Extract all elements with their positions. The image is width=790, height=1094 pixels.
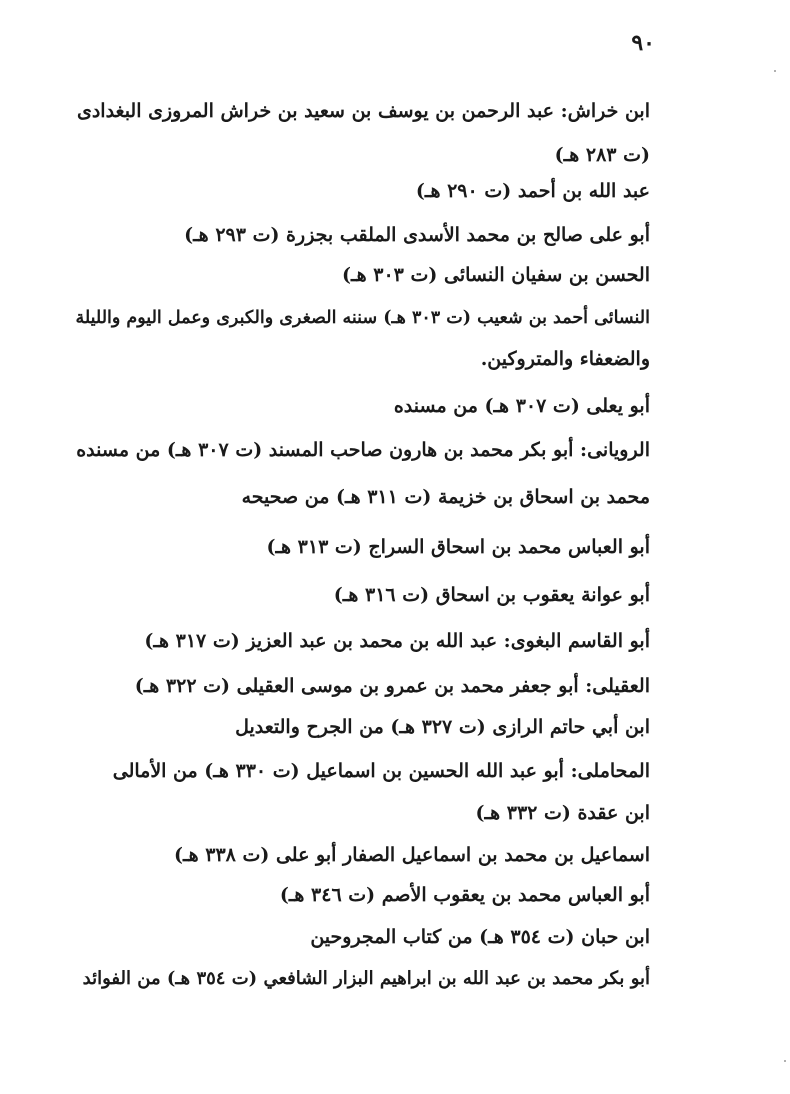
text-line: أبو القاسم البغوى: عبد الله بن محمد بن عبد العزيز (ت ٣١٧ هـ) — [144, 630, 650, 652]
text-line: اسماعيل بن محمد بن اسماعيل الصفار أبو على (ت ٣٣٨ هـ) — [174, 844, 650, 866]
text-line: ابن أبي حاتم الرازى (ت ٣٢٧ هـ) من الجرح والتعديل — [235, 716, 650, 738]
text-line: أبو العباس محمد بن يعقوب الأصم (ت ٣٤٦ هـ) — [279, 884, 650, 906]
text-line: عبد الله بن أحمد (ت ٢٩٠ هـ) — [415, 180, 650, 202]
text-line: (ت ٢٨٣ هـ) — [554, 144, 650, 166]
text-line: أبو عوانة يعقوب بن اسحاق (ت ٣١٦ هـ) — [333, 584, 650, 606]
text-line: الرويانى: أبو بكر محمد بن هارون صاحب المسند (ت ٣٠٧ هـ) من مسنده — [76, 439, 650, 461]
text-line: النسائى أحمد بن شعيب (ت ٣٠٣ هـ) سننه الصغرى والكبرى وعمل اليوم والليلة — [75, 308, 650, 328]
text-line: المحاملى: أبو عبد الله الحسين بن اسماعيل (ت ٣٣٠ هـ) من الأمالى — [112, 760, 650, 782]
page-number: ٩٠ — [631, 30, 655, 56]
text-line: الحسن بن سفيان النسائى (ت ٣٠٣ هـ) — [342, 264, 650, 286]
text-line: أبو العباس محمد بن اسحاق السراج (ت ٣١٣ هـ) — [266, 536, 650, 558]
text-line: أبو على صالح بن محمد الأسدى الملقب بجزرة (ت ٢٩٣ هـ) — [184, 224, 650, 246]
text-line: ابن عقدة (ت ٣٣٢ هـ) — [475, 802, 650, 824]
text-line: ابن حبان (ت ٣٥٤ هـ) من كتاب المجروحين — [310, 926, 650, 948]
text-line: ابن خراش: عبد الرحمن بن يوسف بن سعيد بن خراش المروزى البغدادى — [76, 100, 650, 122]
scan-speck — [784, 1060, 786, 1062]
text-line: محمد بن اسحاق بن خزيمة (ت ٣١١ هـ) من صحيحه — [241, 486, 650, 508]
text-line: أبو يعلى (ت ٣٠٧ هـ) من مسنده — [393, 395, 650, 417]
text-line: أبو بكر محمد بن عبد الله بن ابراهيم البزار الشافعي (ت ٣٥٤ هـ) من الفوائد — [82, 968, 650, 989]
text-line: والضعفاء والمتروكين. — [480, 348, 650, 370]
scan-speck — [774, 70, 776, 72]
text-line: العقيلى: أبو جعفر محمد بن عمرو بن موسى العقيلى (ت ٣٢٢ هـ) — [134, 675, 650, 697]
